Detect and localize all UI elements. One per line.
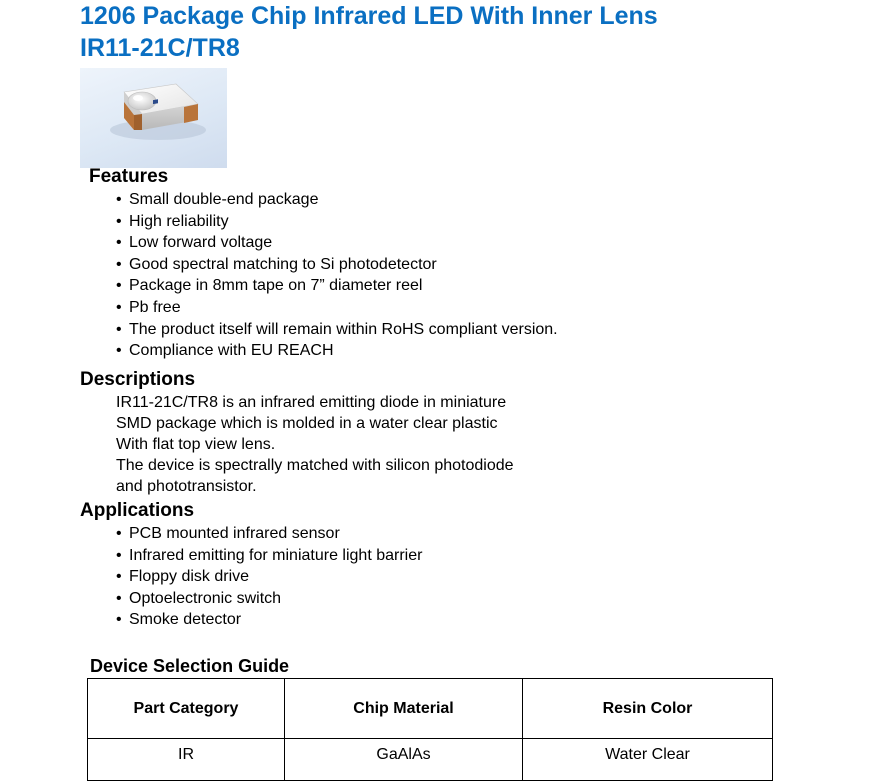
feature-item: • Pb free [116,297,558,319]
feature-item: • Package in 8mm tape on 7” diameter reel [116,275,558,297]
table-cell-resin-color: Water Clear [523,739,773,781]
selection-guide-heading: Device Selection Guide [90,656,290,676]
applications-list [116,523,422,631]
description-text [116,392,514,497]
feature-item: • Compliance with EU REACH [116,340,558,362]
table-cell-part-category: IR [88,739,285,781]
column-header-chip-material: Chip Material [285,679,523,739]
feature-item: • The product itself will remain within RoHS compliant version. [116,319,558,341]
feature-item: • Small double-end package [116,189,558,211]
column-header-part-category: Part Category [88,679,285,739]
description-line: IR11-21C/TR8 is an infrared emitting diode in miniature [116,394,507,411]
table-row [88,739,773,781]
features-list [116,189,558,362]
page-title: 1206 Package Chip Infrared LED With Inner Lens [80,2,658,30]
table-header-row [88,679,773,739]
feature-item: • High reliability [116,211,558,233]
description-line: With flat top view lens. [116,436,276,453]
application-item: • PCB mounted infrared sensor [116,523,422,545]
application-item: • Optoelectronic switch [116,588,422,610]
device-selection-table [87,678,773,781]
table-cell-chip-material: GaAlAs [285,739,523,781]
smd-led-chip-photo-icon [80,68,227,168]
column-header-resin-color: Resin Color [523,679,773,739]
feature-item: • Good spectral matching to Si photodetector [116,254,558,276]
feature-item: • Low forward voltage [116,232,558,254]
part-number-title: IR11-21C/TR8 [80,34,240,62]
description-line: and phototransistor. [116,478,257,495]
application-item: • Smoke detector [116,609,422,631]
description-line: The device is spectrally matched with silicon photodiode [116,457,514,474]
description-line: SMD package which is molded in a water clear plastic [116,415,498,432]
application-item: • Infrared emitting for miniature light barrier [116,545,422,567]
features-heading: Features [89,166,169,187]
product-image [80,68,227,168]
applications-heading: Applications [80,500,195,521]
descriptions-heading: Descriptions [80,369,196,390]
application-item: • Floppy disk drive [116,566,422,588]
